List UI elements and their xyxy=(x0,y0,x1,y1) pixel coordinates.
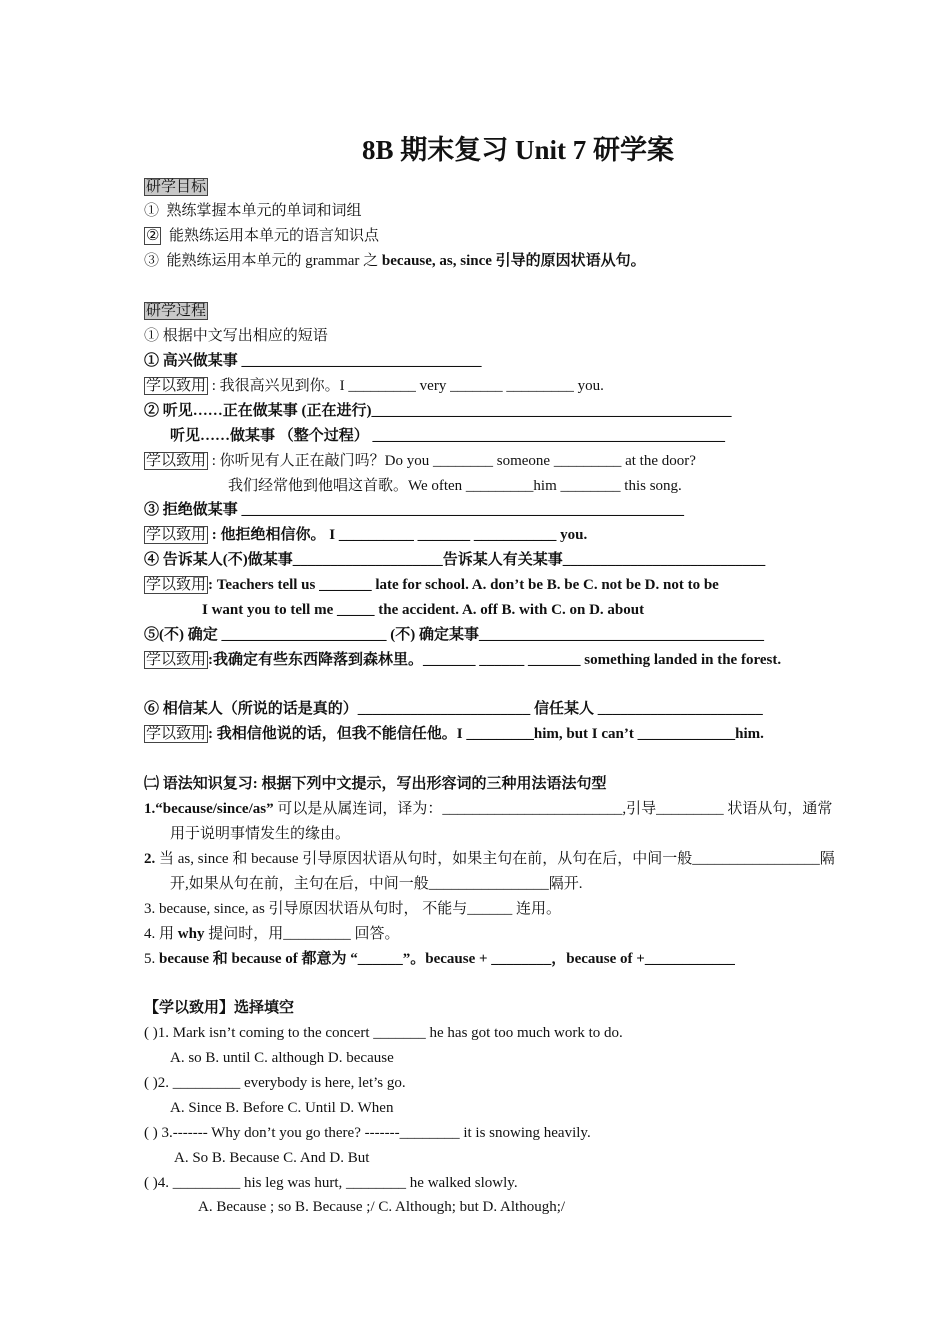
practice-text: : 你听见有人正在敲门吗？Do you ________ someone _________ at the door? xyxy=(208,453,696,469)
goal-text: 能熟练运用本单元的语言知识点 xyxy=(168,228,379,244)
goal-num: ③ xyxy=(144,253,160,269)
question-3: ( ) 3.------- Why don’t you go there? -------________ it is snowing heavily. xyxy=(144,1125,591,1141)
grammar-point-2-text: 当 as, since 和 because 引导原因状语从句时，如果主句在前，从句在后，中间一般_________________隔 xyxy=(155,851,835,867)
grammar-point-5 xyxy=(144,949,735,969)
grammar-point-1-text: 可以是从属连词，译为：________________________,引导_________ 状语从句，通常 xyxy=(273,801,833,817)
question-4: ( )4. _________ his leg was hurt, ________ he walked slowly. xyxy=(144,1175,518,1191)
phrase-line-2: ② 听见……正在做某事 (正在进行)________________________________________________ xyxy=(144,403,732,419)
grammar-point-5-b: because 和 because of 都意为 “______”。because + ________，because of +____________ xyxy=(159,951,735,967)
practice-text: : 他拒绝相信你。 I __________ _______ ___________ you. xyxy=(208,527,588,543)
goal-text: 能熟练运用本单元的 grammar 之 xyxy=(166,253,382,269)
practice-line-1 xyxy=(144,376,604,396)
goal-item-3 xyxy=(144,251,646,271)
grammar-point-4-b: why xyxy=(177,926,205,942)
practice-line-2b: 我们经常他到他唱这首歌。We often _________him ________ this song. xyxy=(228,478,682,494)
practice-line-4 xyxy=(144,575,719,595)
practice-line-2 xyxy=(144,451,696,471)
phrase-line-4: ④ 告诉某人(不)做某事____________________告诉某人有关某事___________________________ xyxy=(144,552,766,568)
question-1-options: A. so B. until C. although D. because xyxy=(170,1050,394,1066)
grammar-point-1-lead: 1.“because/since/as” xyxy=(144,801,274,817)
phrase-line-3: ③ 拒绝做某事 ___________________________________________________________ xyxy=(144,502,685,518)
page-title: 8B 期末复习 Unit 7 研学案 xyxy=(361,135,675,165)
goal-text: 熟练掌握本单元的单词和词组 xyxy=(166,203,362,219)
practice-line-4b: I want you to tell me _____ the accident. A. off B. with C. on D. about xyxy=(202,602,645,618)
question-3-options: A. So B. Because C. And D. But xyxy=(174,1150,370,1166)
grammar-point-2-cont: 开,如果从句在前，主句在后，中间一般________________隔开. xyxy=(170,876,583,892)
process-heading-line xyxy=(144,301,208,321)
practice-line-6 xyxy=(144,724,764,744)
question-4-options: A. Because ; so B. Because ;/ C. Although; but D. Although;/ xyxy=(198,1199,566,1215)
practice-text: : Teachers tell us _______ late for school. A. don’t be B. be C. not be D. not to be xyxy=(208,577,719,593)
practice-text: :我确定有些东西降落到森林里。_______ ______ _______ something landed in the forest. xyxy=(208,652,782,668)
goal-text-bold: because, as, since 引导的原因状语从句。 xyxy=(381,253,646,269)
grammar-heading: ㈡ 语法知识复习: 根据下列中文提示，写出形容词的三种用法语法句型 xyxy=(144,776,607,792)
practice-line-3 xyxy=(144,525,587,545)
grammar-point-4-c: 提问时，用_________ 回答。 xyxy=(204,926,400,942)
grammar-point-4-a: 4. 用 xyxy=(144,926,178,942)
grammar-point-5-a: 5. xyxy=(144,951,159,967)
grammar-point-2-lead: 2. xyxy=(144,851,156,867)
goal-num: ① xyxy=(144,203,160,219)
grammar-point-1-cont: 用于说明事情发生的缘由。 xyxy=(170,826,351,842)
practice-text: : 我很高兴见到你。I _________ very _______ _________ you. xyxy=(208,378,604,394)
goals-heading-line xyxy=(144,177,208,197)
phrase-line-2b: 听见……做某事 （整个过程） _______________________________________________ xyxy=(170,428,726,444)
practice-label: 学以致用 xyxy=(146,577,207,593)
goal-item-1 xyxy=(144,201,362,221)
practice-label: 学以致用 xyxy=(146,527,207,543)
grammar-point-2 xyxy=(144,849,835,869)
phrase-line-1: ① 高兴做某事 ________________________________ xyxy=(144,353,482,369)
practice-label: 学以致用 xyxy=(146,726,207,742)
goal-item-2 xyxy=(144,226,379,246)
practice-text: : 我相信他说的话，但我不能信任他。I _________him, but I can’t _____________him. xyxy=(208,726,764,742)
practice-line-5 xyxy=(144,650,781,670)
process-intro: ① 根据中文写出相应的短语 xyxy=(144,328,328,344)
process-heading: 研学过程 xyxy=(146,303,207,319)
question-1: ( )1. Mark isn’t coming to the concert _______ he has got too much work to do. xyxy=(144,1025,623,1041)
grammar-point-4 xyxy=(144,924,399,944)
question-2: ( )2. _________ everybody is here, let’s go. xyxy=(144,1075,406,1091)
phrase-line-5: ⑤(不) 确定 ______________________ (不) 确定某事______________________________________ xyxy=(144,627,764,643)
grammar-point-1 xyxy=(144,799,832,819)
goals-heading: 研学目标 xyxy=(146,179,207,195)
practice-label: 学以致用 xyxy=(146,378,207,394)
question-2-options: A. Since B. Before C. Until D. When xyxy=(170,1100,394,1116)
practice-label: 学以致用 xyxy=(146,652,207,668)
practice-label: 学以致用 xyxy=(146,453,207,469)
exercise-heading: 【学以致用】选择填空 xyxy=(144,1000,295,1016)
phrase-line-6: ⑥ 相信某人（所说的话是真的）_______________________ 信任某人 ______________________ xyxy=(144,701,763,717)
goal-num: ② xyxy=(146,228,160,244)
grammar-point-3: 3. because, since, as 引导原因状语从句时， 不能与______ 连用。 xyxy=(144,901,562,917)
